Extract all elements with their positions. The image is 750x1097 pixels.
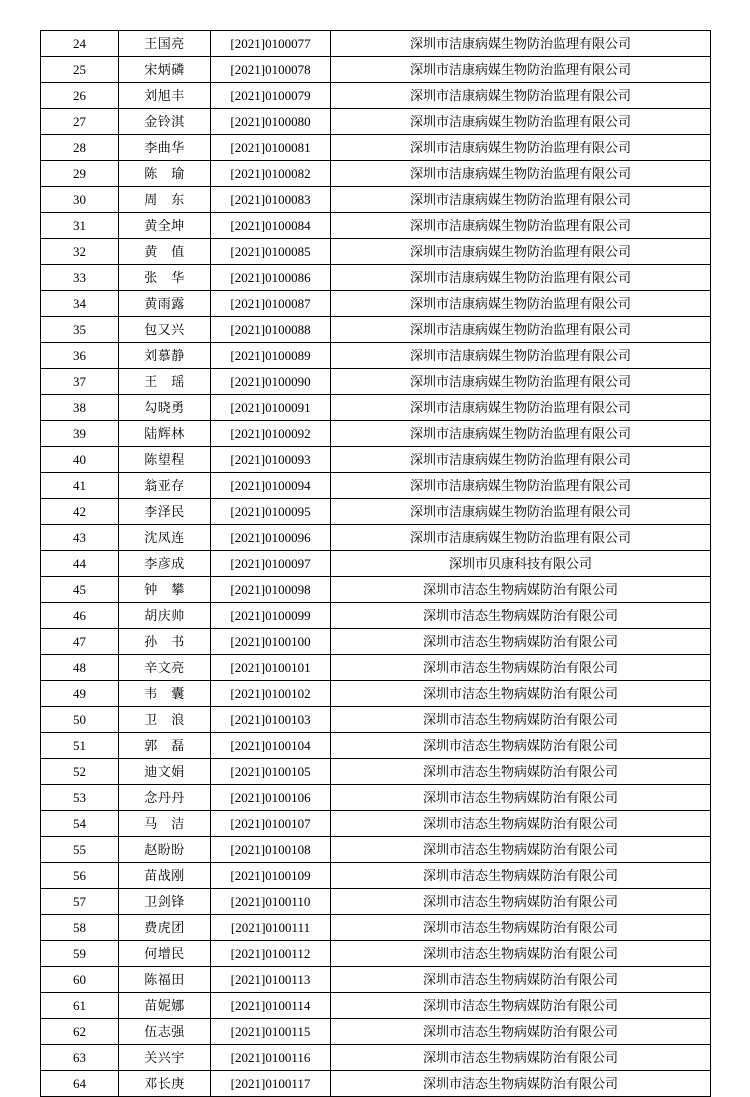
- table-row: [41, 681, 711, 707]
- row-organization-cell: 深圳市洁态生物病媒防治有限公司: [331, 733, 711, 759]
- row-name-cell: 包又兴: [119, 317, 211, 343]
- row-index-cell: 33: [41, 265, 119, 291]
- row-certificate-code-cell: [2021]0100089: [211, 343, 331, 369]
- table-row: [41, 447, 711, 473]
- row-certificate-code-cell: [2021]0100110: [211, 889, 331, 915]
- row-organization-cell: 深圳市洁康病媒生物防治监理有限公司: [331, 395, 711, 421]
- table-row: [41, 83, 711, 109]
- table-row: [41, 213, 711, 239]
- row-name-cell: 念丹丹: [119, 785, 211, 811]
- row-name-cell: 宋炳磷: [119, 57, 211, 83]
- row-index-cell: 35: [41, 317, 119, 343]
- row-index-cell: 25: [41, 57, 119, 83]
- row-organization-cell: 深圳市洁康病媒生物防治监理有限公司: [331, 369, 711, 395]
- row-name-cell: 陈福田: [119, 967, 211, 993]
- row-organization-cell: 深圳市洁态生物病媒防治有限公司: [331, 577, 711, 603]
- table-row: [41, 993, 711, 1019]
- row-name-cell: 卫剑锋: [119, 889, 211, 915]
- row-certificate-code-cell: [2021]0100103: [211, 707, 331, 733]
- row-organization-cell: 深圳市洁态生物病媒防治有限公司: [331, 941, 711, 967]
- row-index-cell: 31: [41, 213, 119, 239]
- table-row: [41, 499, 711, 525]
- row-organization-cell: 深圳市洁康病媒生物防治监理有限公司: [331, 187, 711, 213]
- row-certificate-code-cell: [2021]0100102: [211, 681, 331, 707]
- row-name-cell: 黄雨露: [119, 291, 211, 317]
- row-index-cell: 52: [41, 759, 119, 785]
- row-certificate-code-cell: [2021]0100092: [211, 421, 331, 447]
- row-organization-cell: 深圳市洁康病媒生物防治监理有限公司: [331, 135, 711, 161]
- row-organization-cell: 深圳市洁态生物病媒防治有限公司: [331, 1045, 711, 1071]
- row-name-cell: 陆辉林: [119, 421, 211, 447]
- row-organization-cell: 深圳市洁态生物病媒防治有限公司: [331, 785, 711, 811]
- row-index-cell: 40: [41, 447, 119, 473]
- row-certificate-code-cell: [2021]0100108: [211, 837, 331, 863]
- row-certificate-code-cell: [2021]0100116: [211, 1045, 331, 1071]
- table-row: [41, 785, 711, 811]
- table-row: [41, 707, 711, 733]
- row-name-cell: 苗战刚: [119, 863, 211, 889]
- row-index-cell: 63: [41, 1045, 119, 1071]
- row-index-cell: 54: [41, 811, 119, 837]
- row-organization-cell: 深圳市洁康病媒生物防治监理有限公司: [331, 473, 711, 499]
- row-organization-cell: 深圳市洁态生物病媒防治有限公司: [331, 1019, 711, 1045]
- table-row: [41, 109, 711, 135]
- row-index-cell: 27: [41, 109, 119, 135]
- row-organization-cell: 深圳市洁康病媒生物防治监理有限公司: [331, 31, 711, 57]
- row-name-cell: 郭 磊: [119, 733, 211, 759]
- row-index-cell: 28: [41, 135, 119, 161]
- row-name-cell: 沈凤连: [119, 525, 211, 551]
- row-index-cell: 60: [41, 967, 119, 993]
- table-row: [41, 863, 711, 889]
- row-certificate-code-cell: [2021]0100087: [211, 291, 331, 317]
- roster-table-body: [41, 31, 711, 1097]
- row-name-cell: 李彦成: [119, 551, 211, 577]
- row-organization-cell: 深圳市洁态生物病媒防治有限公司: [331, 811, 711, 837]
- row-certificate-code-cell: [2021]0100106: [211, 785, 331, 811]
- row-index-cell: 48: [41, 655, 119, 681]
- row-certificate-code-cell: [2021]0100112: [211, 941, 331, 967]
- row-certificate-code-cell: [2021]0100077: [211, 31, 331, 57]
- row-index-cell: 44: [41, 551, 119, 577]
- row-certificate-code-cell: [2021]0100105: [211, 759, 331, 785]
- table-row: [41, 759, 711, 785]
- table-row: [41, 343, 711, 369]
- row-index-cell: 51: [41, 733, 119, 759]
- row-name-cell: 关兴宇: [119, 1045, 211, 1071]
- row-name-cell: 迪文娟: [119, 759, 211, 785]
- row-certificate-code-cell: [2021]0100084: [211, 213, 331, 239]
- row-name-cell: 勾晓勇: [119, 395, 211, 421]
- row-certificate-code-cell: [2021]0100082: [211, 161, 331, 187]
- row-index-cell: 59: [41, 941, 119, 967]
- table-row: [41, 629, 711, 655]
- table-row: [41, 369, 711, 395]
- row-name-cell: 孙 书: [119, 629, 211, 655]
- table-row: [41, 31, 711, 57]
- row-organization-cell: 深圳市洁康病媒生物防治监理有限公司: [331, 109, 711, 135]
- row-certificate-code-cell: [2021]0100083: [211, 187, 331, 213]
- row-index-cell: 29: [41, 161, 119, 187]
- row-index-cell: 50: [41, 707, 119, 733]
- table-row: [41, 161, 711, 187]
- row-name-cell: 邓长庚: [119, 1071, 211, 1097]
- row-organization-cell: 深圳市洁态生物病媒防治有限公司: [331, 759, 711, 785]
- table-row: [41, 57, 711, 83]
- row-name-cell: 韦 囊: [119, 681, 211, 707]
- table-row: [41, 421, 711, 447]
- row-organization-cell: 深圳市洁态生物病媒防治有限公司: [331, 863, 711, 889]
- row-index-cell: 61: [41, 993, 119, 1019]
- row-name-cell: 苗妮娜: [119, 993, 211, 1019]
- row-organization-cell: 深圳市洁康病媒生物防治监理有限公司: [331, 291, 711, 317]
- row-organization-cell: 深圳市洁康病媒生物防治监理有限公司: [331, 447, 711, 473]
- row-certificate-code-cell: [2021]0100095: [211, 499, 331, 525]
- row-certificate-code-cell: [2021]0100086: [211, 265, 331, 291]
- row-certificate-code-cell: [2021]0100090: [211, 369, 331, 395]
- row-organization-cell: 深圳市洁态生物病媒防治有限公司: [331, 837, 711, 863]
- row-index-cell: 46: [41, 603, 119, 629]
- row-index-cell: 58: [41, 915, 119, 941]
- table-row: [41, 135, 711, 161]
- row-organization-cell: 深圳市洁康病媒生物防治监理有限公司: [331, 265, 711, 291]
- row-name-cell: 钟 攀: [119, 577, 211, 603]
- row-index-cell: 49: [41, 681, 119, 707]
- row-name-cell: 金铃淇: [119, 109, 211, 135]
- row-index-cell: 47: [41, 629, 119, 655]
- table-row: [41, 837, 711, 863]
- table-row: [41, 187, 711, 213]
- row-index-cell: 37: [41, 369, 119, 395]
- table-row: [41, 395, 711, 421]
- row-organization-cell: 深圳市洁康病媒生物防治监理有限公司: [331, 499, 711, 525]
- row-certificate-code-cell: [2021]0100093: [211, 447, 331, 473]
- row-index-cell: 43: [41, 525, 119, 551]
- row-organization-cell: 深圳市洁康病媒生物防治监理有限公司: [331, 57, 711, 83]
- row-certificate-code-cell: [2021]0100100: [211, 629, 331, 655]
- table-row: [41, 1019, 711, 1045]
- row-organization-cell: 深圳市洁态生物病媒防治有限公司: [331, 967, 711, 993]
- table-row: [41, 551, 711, 577]
- row-name-cell: 陈 瑜: [119, 161, 211, 187]
- table-row: [41, 317, 711, 343]
- row-certificate-code-cell: [2021]0100104: [211, 733, 331, 759]
- row-certificate-code-cell: [2021]0100115: [211, 1019, 331, 1045]
- row-name-cell: 张 华: [119, 265, 211, 291]
- table-row: [41, 603, 711, 629]
- row-index-cell: 55: [41, 837, 119, 863]
- row-name-cell: 黄 值: [119, 239, 211, 265]
- table-row: [41, 889, 711, 915]
- table-row: [41, 811, 711, 837]
- row-organization-cell: 深圳市洁康病媒生物防治监理有限公司: [331, 161, 711, 187]
- row-certificate-code-cell: [2021]0100078: [211, 57, 331, 83]
- row-name-cell: 周 东: [119, 187, 211, 213]
- row-certificate-code-cell: [2021]0100088: [211, 317, 331, 343]
- row-organization-cell: 深圳市洁康病媒生物防治监理有限公司: [331, 343, 711, 369]
- row-name-cell: 刘旭丰: [119, 83, 211, 109]
- row-certificate-code-cell: [2021]0100114: [211, 993, 331, 1019]
- row-certificate-code-cell: [2021]0100097: [211, 551, 331, 577]
- row-index-cell: 57: [41, 889, 119, 915]
- row-organization-cell: 深圳市贝康科技有限公司: [331, 551, 711, 577]
- row-index-cell: 64: [41, 1071, 119, 1097]
- row-organization-cell: 深圳市洁态生物病媒防治有限公司: [331, 889, 711, 915]
- table-row: [41, 733, 711, 759]
- row-certificate-code-cell: [2021]0100107: [211, 811, 331, 837]
- row-organization-cell: 深圳市洁态生物病媒防治有限公司: [331, 1071, 711, 1097]
- table-row: [41, 915, 711, 941]
- row-organization-cell: 深圳市洁态生物病媒防治有限公司: [331, 681, 711, 707]
- table-row: [41, 525, 711, 551]
- row-index-cell: 45: [41, 577, 119, 603]
- row-certificate-code-cell: [2021]0100117: [211, 1071, 331, 1097]
- row-certificate-code-cell: [2021]0100101: [211, 655, 331, 681]
- row-organization-cell: 深圳市洁态生物病媒防治有限公司: [331, 629, 711, 655]
- row-index-cell: 24: [41, 31, 119, 57]
- row-name-cell: 辛文亮: [119, 655, 211, 681]
- table-row: [41, 265, 711, 291]
- row-name-cell: 翁亚存: [119, 473, 211, 499]
- row-organization-cell: 深圳市洁康病媒生物防治监理有限公司: [331, 525, 711, 551]
- row-name-cell: 李曲华: [119, 135, 211, 161]
- row-certificate-code-cell: [2021]0100113: [211, 967, 331, 993]
- row-index-cell: 38: [41, 395, 119, 421]
- row-index-cell: 53: [41, 785, 119, 811]
- row-organization-cell: 深圳市洁态生物病媒防治有限公司: [331, 603, 711, 629]
- row-organization-cell: 深圳市洁态生物病媒防治有限公司: [331, 655, 711, 681]
- row-certificate-code-cell: [2021]0100085: [211, 239, 331, 265]
- row-index-cell: 30: [41, 187, 119, 213]
- row-certificate-code-cell: [2021]0100109: [211, 863, 331, 889]
- row-index-cell: 32: [41, 239, 119, 265]
- row-index-cell: 34: [41, 291, 119, 317]
- row-name-cell: 陈望程: [119, 447, 211, 473]
- roster-table: [40, 30, 711, 1097]
- table-row: [41, 291, 711, 317]
- row-certificate-code-cell: [2021]0100094: [211, 473, 331, 499]
- row-organization-cell: 深圳市洁态生物病媒防治有限公司: [331, 707, 711, 733]
- table-row: [41, 577, 711, 603]
- row-name-cell: 伍志强: [119, 1019, 211, 1045]
- row-organization-cell: 深圳市洁康病媒生物防治监理有限公司: [331, 317, 711, 343]
- row-certificate-code-cell: [2021]0100091: [211, 395, 331, 421]
- table-row: [41, 1045, 711, 1071]
- row-index-cell: 42: [41, 499, 119, 525]
- row-name-cell: 刘慕静: [119, 343, 211, 369]
- row-index-cell: 41: [41, 473, 119, 499]
- row-name-cell: 李泽民: [119, 499, 211, 525]
- row-index-cell: 62: [41, 1019, 119, 1045]
- table-row: [41, 941, 711, 967]
- row-organization-cell: 深圳市洁态生物病媒防治有限公司: [331, 993, 711, 1019]
- table-row: [41, 1071, 711, 1097]
- row-index-cell: 26: [41, 83, 119, 109]
- row-certificate-code-cell: [2021]0100081: [211, 135, 331, 161]
- row-name-cell: 王国亮: [119, 31, 211, 57]
- row-index-cell: 56: [41, 863, 119, 889]
- row-certificate-code-cell: [2021]0100079: [211, 83, 331, 109]
- row-name-cell: 费虎团: [119, 915, 211, 941]
- row-index-cell: 39: [41, 421, 119, 447]
- row-organization-cell: 深圳市洁态生物病媒防治有限公司: [331, 915, 711, 941]
- row-name-cell: 何增民: [119, 941, 211, 967]
- row-certificate-code-cell: [2021]0100096: [211, 525, 331, 551]
- row-organization-cell: 深圳市洁康病媒生物防治监理有限公司: [331, 213, 711, 239]
- row-organization-cell: 深圳市洁康病媒生物防治监理有限公司: [331, 239, 711, 265]
- row-certificate-code-cell: [2021]0100111: [211, 915, 331, 941]
- row-certificate-code-cell: [2021]0100080: [211, 109, 331, 135]
- row-organization-cell: 深圳市洁康病媒生物防治监理有限公司: [331, 421, 711, 447]
- table-row: [41, 473, 711, 499]
- row-organization-cell: 深圳市洁康病媒生物防治监理有限公司: [331, 83, 711, 109]
- row-name-cell: 黄全坤: [119, 213, 211, 239]
- row-index-cell: 36: [41, 343, 119, 369]
- row-name-cell: 马 洁: [119, 811, 211, 837]
- row-name-cell: 王 瑶: [119, 369, 211, 395]
- row-certificate-code-cell: [2021]0100099: [211, 603, 331, 629]
- table-row: [41, 239, 711, 265]
- row-name-cell: 赵盼盼: [119, 837, 211, 863]
- row-name-cell: 卫 浪: [119, 707, 211, 733]
- row-name-cell: 胡庆帅: [119, 603, 211, 629]
- table-row: [41, 655, 711, 681]
- row-certificate-code-cell: [2021]0100098: [211, 577, 331, 603]
- table-row: [41, 967, 711, 993]
